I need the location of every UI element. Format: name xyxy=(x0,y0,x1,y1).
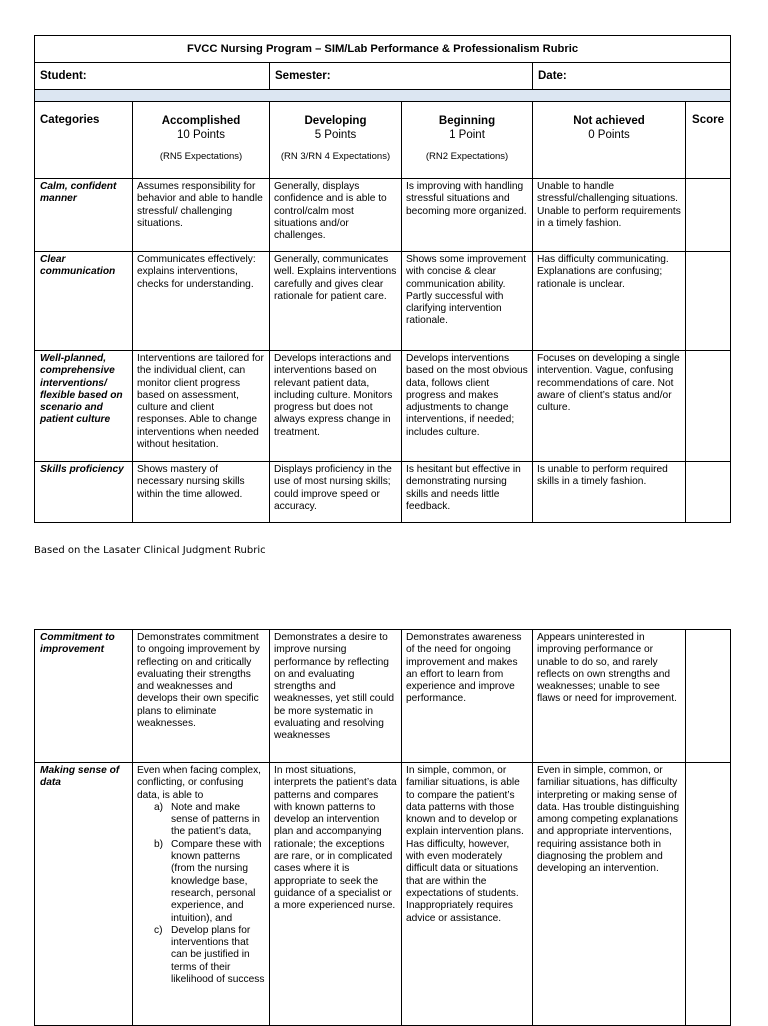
level-name: Beginning xyxy=(438,115,496,127)
cell-accomplished xyxy=(133,763,270,1026)
level-expectations: (RN 3/RN 4 Expectations) xyxy=(280,151,391,162)
list-item: Develop plans for interventions that can be justified in terms of their likelihood of success xyxy=(171,924,265,986)
cell-developing: Generally, displays confidence and is able to control/calm most situations and/or challenges. xyxy=(270,179,402,252)
student-label: Student: xyxy=(35,63,270,90)
score-cell[interactable] xyxy=(686,630,731,763)
source-note: Based on the Lasater Clinical Judgment Rubric xyxy=(34,545,266,556)
cell-accomplished: Demonstrates commitment to ongoing improvement by reflecting on and critically evaluating their strengths and weaknesses and develops their own specific plans to eliminate weaknesses. xyxy=(133,630,270,763)
rubric-row xyxy=(35,763,731,1026)
cell-accomplished: Interventions are tailored for the individual client, can monitor client progress based on assessment, culture and client responses. Able to change interventions when needed without hesitation. xyxy=(133,351,270,462)
rubric-row xyxy=(35,462,731,523)
cell-accomplished: Shows mastery of necessary nursing skills within the time allowed. xyxy=(133,462,270,523)
cell-beginning: Shows some improvement with concise & clear communication ability. Partly successful with clarifying intervention rationale. xyxy=(402,252,533,351)
cell-developing: Generally, communicates well. Explains interventions carefully and gives clear rationale for patient care. xyxy=(270,252,402,351)
cell-not-achieved: Unable to handle stressful/challenging situations. Unable to perform requirements in a timely fashion. xyxy=(533,179,686,252)
rubric-table-continued xyxy=(34,629,731,1026)
cell-not-achieved: Even in simple, common, or familiar situations, has difficulty interpreting or making sense of data. Has trouble distinguishing among competing explanations and appropriate interventions, requiring assistance both in diagnosing the problem and developing an intervention. xyxy=(533,763,686,1026)
level-points: 10 Points xyxy=(177,129,225,141)
cell-beginning: Is improving with handling stressful situations and becoming more organized. xyxy=(402,179,533,252)
row-category: Calm, confident manner xyxy=(35,179,133,252)
list-item: Compare these with known patterns (from the nursing knowledge base, research, personal experience, and intuition), and xyxy=(171,838,262,924)
cell-beginning: In simple, common, or familiar situations, is able to compare the patient’s data patterns with those known and to develop or explain intervention plans. Has difficulty, however, with even moderately difficult data or situations that are within the expectations of students. Inappropriately requires advice or assistance. xyxy=(402,763,533,1026)
row-category: Making sense of data xyxy=(35,763,133,1026)
cell-beginning: Is hesitant but effective in demonstrating nursing skills and needs little feedback. xyxy=(402,462,533,523)
criteria-list xyxy=(137,802,265,986)
level-points: 5 Points xyxy=(314,129,357,141)
row-category: Commitment to improvement xyxy=(35,630,133,763)
cell-accomplished: Assumes responsibility for behavior and able to handle stressful/ challenging situations. xyxy=(133,179,270,252)
list-item: Note and make sense of patterns in the patient’s data, xyxy=(171,801,260,838)
level-name: Accomplished xyxy=(161,115,241,127)
level-expectations: (RN5 Expectations) xyxy=(159,151,243,162)
level-points: 1 Point xyxy=(449,129,485,141)
level-header-beginning xyxy=(402,102,533,179)
row-category: Clear communication xyxy=(35,252,133,351)
level-header-not-achieved xyxy=(533,102,686,179)
cell-intro-text: Even when facing complex, conflicting, or confusing data, is able to xyxy=(137,765,262,801)
level-points: 0 Points xyxy=(588,129,630,141)
row-category: Well-planned, comprehensive interventions/ flexible based on scenario and patient culture xyxy=(35,351,133,462)
cell-not-achieved: Focuses on developing a single intervention. Vague, confusing recommendations of care. Not aware of client’s status and/or culture. xyxy=(533,351,686,462)
row-category: Skills proficiency xyxy=(35,462,133,523)
level-header-developing xyxy=(270,102,402,179)
cell-beginning: Develops interventions based on the most obvious data, follows client progress and makes adjustments to change interventions, if needed; includes culture. xyxy=(402,351,533,462)
rubric-row xyxy=(35,252,731,351)
rubric-table xyxy=(34,35,731,523)
rubric-row xyxy=(35,351,731,462)
semester-label: Semester: xyxy=(270,63,533,90)
rubric-row xyxy=(35,179,731,252)
cell-beginning: Demonstrates awareness of the need for ongoing improvement and makes an effort to learn from experience and improve performance. xyxy=(402,630,533,763)
cell-developing: Demonstrates a desire to improve nursing performance by reflecting on and evaluating strengths and weaknesses, yet still could be more systematic in evaluating and resolving weaknesses xyxy=(270,630,402,763)
score-cell[interactable] xyxy=(686,351,731,462)
categories-header: Categories xyxy=(35,102,133,179)
cell-developing: Displays proficiency in the use of most nursing skills; could improve speed or accuracy. xyxy=(270,462,402,523)
cell-not-achieved: Has difficulty communicating. Explanations are confusing; rationale is unclear. xyxy=(533,252,686,351)
cell-not-achieved: Appears uninterested in improving performance or unable to do so, and rarely reflects on own strengths and weaknesses; unable to see flaws or need for improvement. xyxy=(533,630,686,763)
score-cell[interactable] xyxy=(686,252,731,351)
score-cell[interactable] xyxy=(686,179,731,252)
score-cell[interactable] xyxy=(686,462,731,523)
level-header-accomplished xyxy=(133,102,270,179)
score-header: Score xyxy=(686,102,731,179)
cell-developing: In most situations, interprets the patient’s data patterns and compares with known patterns to develop an intervention plan and accompanying rationale; the exceptions are rare, or in complicated cases where it is appropriate to seek the guidance of a specialist or a more experienced nurse. xyxy=(270,763,402,1026)
header-band xyxy=(35,90,731,102)
date-label: Date: xyxy=(533,63,731,90)
rubric-title: FVCC Nursing Program – SIM/Lab Performance & Professionalism Rubric xyxy=(35,36,731,63)
level-name: Developing xyxy=(304,115,367,127)
level-expectations: (RN2 Expectations) xyxy=(425,151,509,162)
cell-developing: Develops interactions and interventions based on relevant patient data, including culture. Monitors progress but does not always express change in treatment. xyxy=(270,351,402,462)
rubric-row xyxy=(35,630,731,763)
score-cell[interactable] xyxy=(686,763,731,1026)
cell-not-achieved: Is unable to perform required skills in a timely fashion. xyxy=(533,462,686,523)
cell-accomplished: Communicates effectively: explains interventions, checks for understanding. xyxy=(133,252,270,351)
level-name: Not achieved xyxy=(573,115,645,127)
